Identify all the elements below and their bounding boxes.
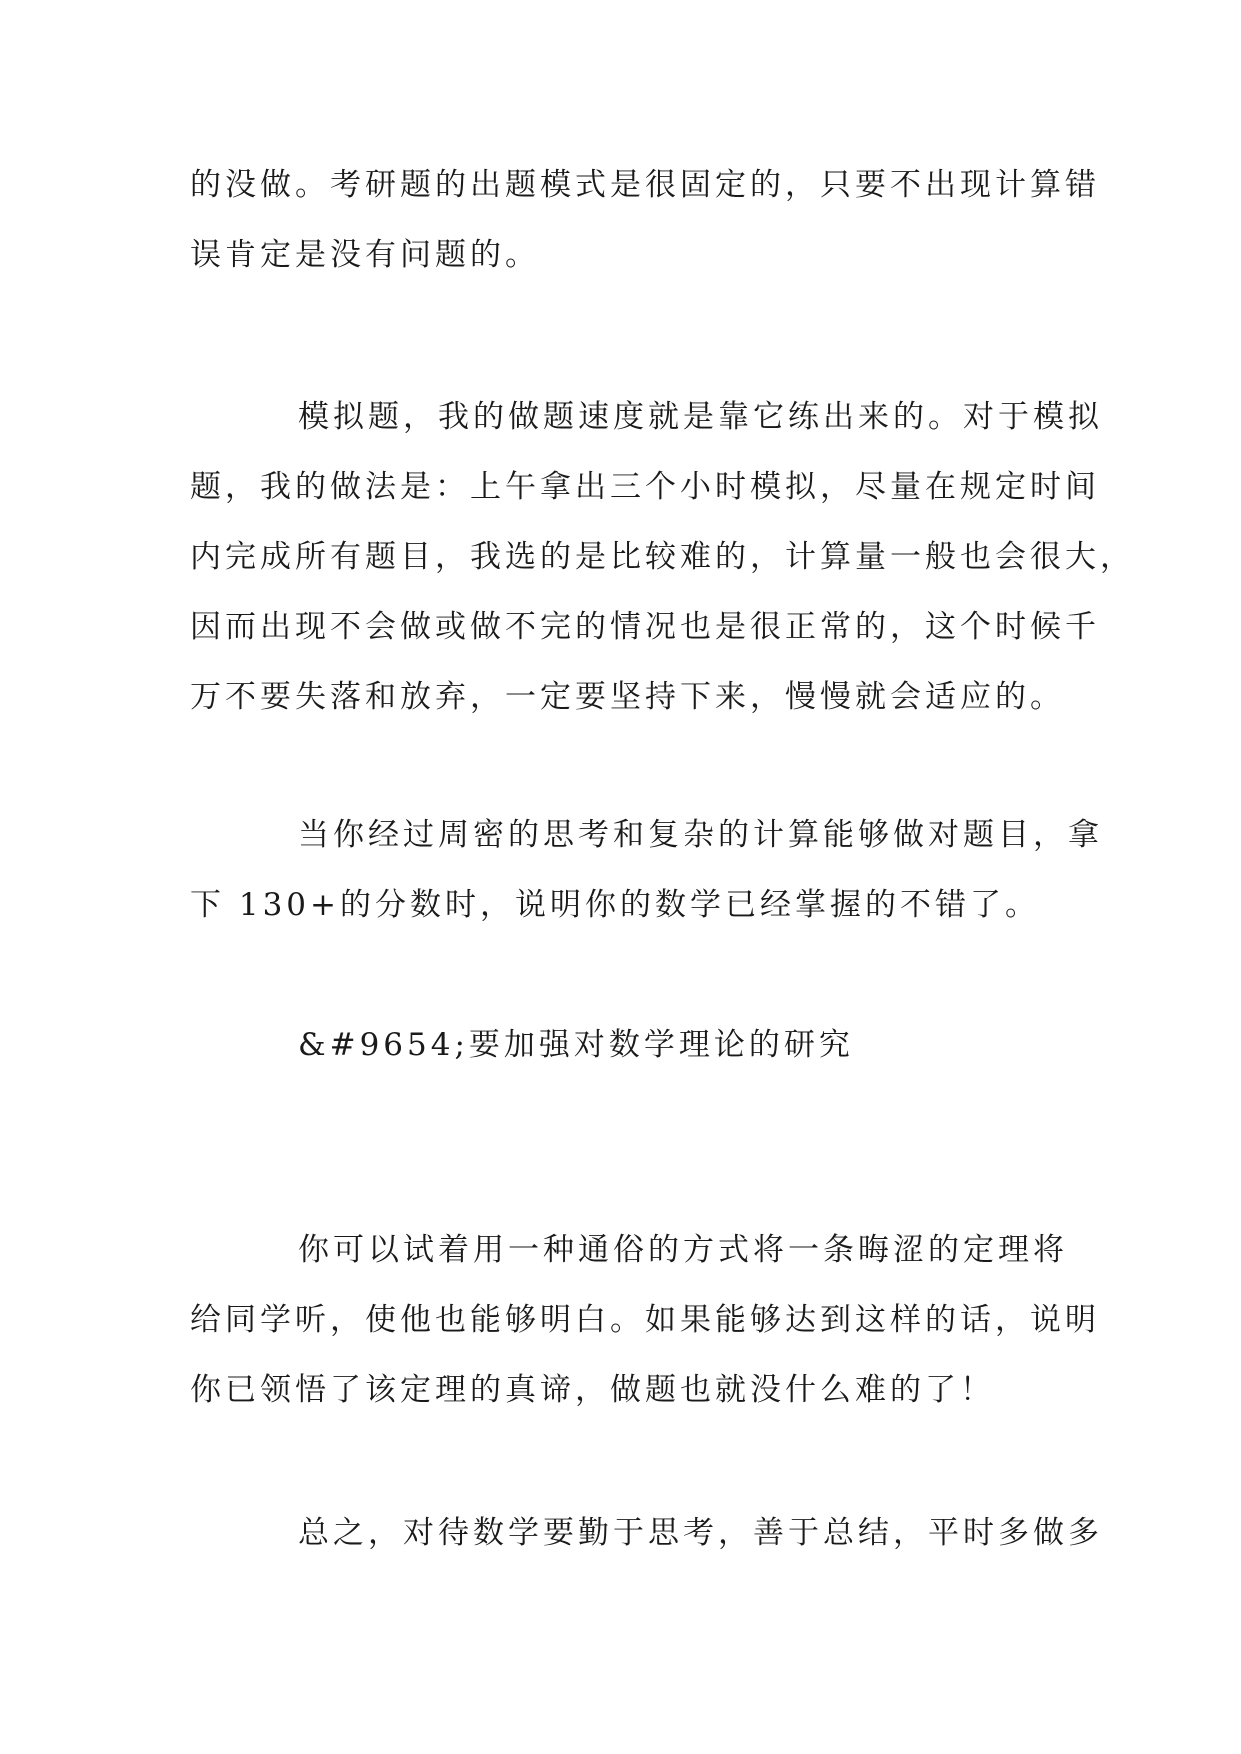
paragraph-line: 总之，对待数学要勤于思考，善于总结，平时多做多 xyxy=(298,1515,1103,1551)
paragraph-line: 你已领悟了该定理的真谛，做题也就没什么难的了！ xyxy=(190,1372,995,1408)
paragraph-line: 内完成所有题目，我选的是比较难的，计算量一般也会很大， xyxy=(190,539,1135,575)
paragraph-line: 误肯定是没有问题的。 xyxy=(190,237,540,273)
paragraph-2 xyxy=(190,382,1135,732)
paragraph-line: 你可以试着用一种通俗的方式将一条晦涩的定理将 xyxy=(298,1232,1068,1268)
paragraph-line: 下 130+的分数时，说明你的数学已经掌握的不错了。 xyxy=(190,887,1040,923)
paragraph-line: 万不要失落和放弃，一定要坚持下来，慢慢就会适应的。 xyxy=(190,679,1065,715)
paragraph-line: 当你经过周密的思考和复杂的计算能够做对题目，拿 xyxy=(298,817,1103,853)
paragraph-line: 因而出现不会做或做不完的情况也是很正常的，这个时候千 xyxy=(190,609,1100,645)
heading-line: &#9654;要加强对数学理论的研究 xyxy=(298,1027,854,1063)
paragraph-line: 的没做。考研题的出题模式是很固定的，只要不出现计算错 xyxy=(190,167,1100,203)
paragraph-line: 模拟题，我的做题速度就是靠它练出来的。对于模拟 xyxy=(298,399,1103,435)
paragraph-5 xyxy=(190,1215,1100,1425)
paragraph-line: 给同学听，使他也能够明白。如果能够达到这样的话，说明 xyxy=(190,1302,1100,1338)
paragraph-1 xyxy=(190,150,1100,290)
paragraph-6 xyxy=(190,1498,1103,1568)
paragraph-3 xyxy=(190,800,1103,940)
paragraph-line: 题，我的做法是：上午拿出三个小时模拟，尽量在规定时间 xyxy=(190,469,1100,505)
section-heading xyxy=(190,1010,1050,1080)
